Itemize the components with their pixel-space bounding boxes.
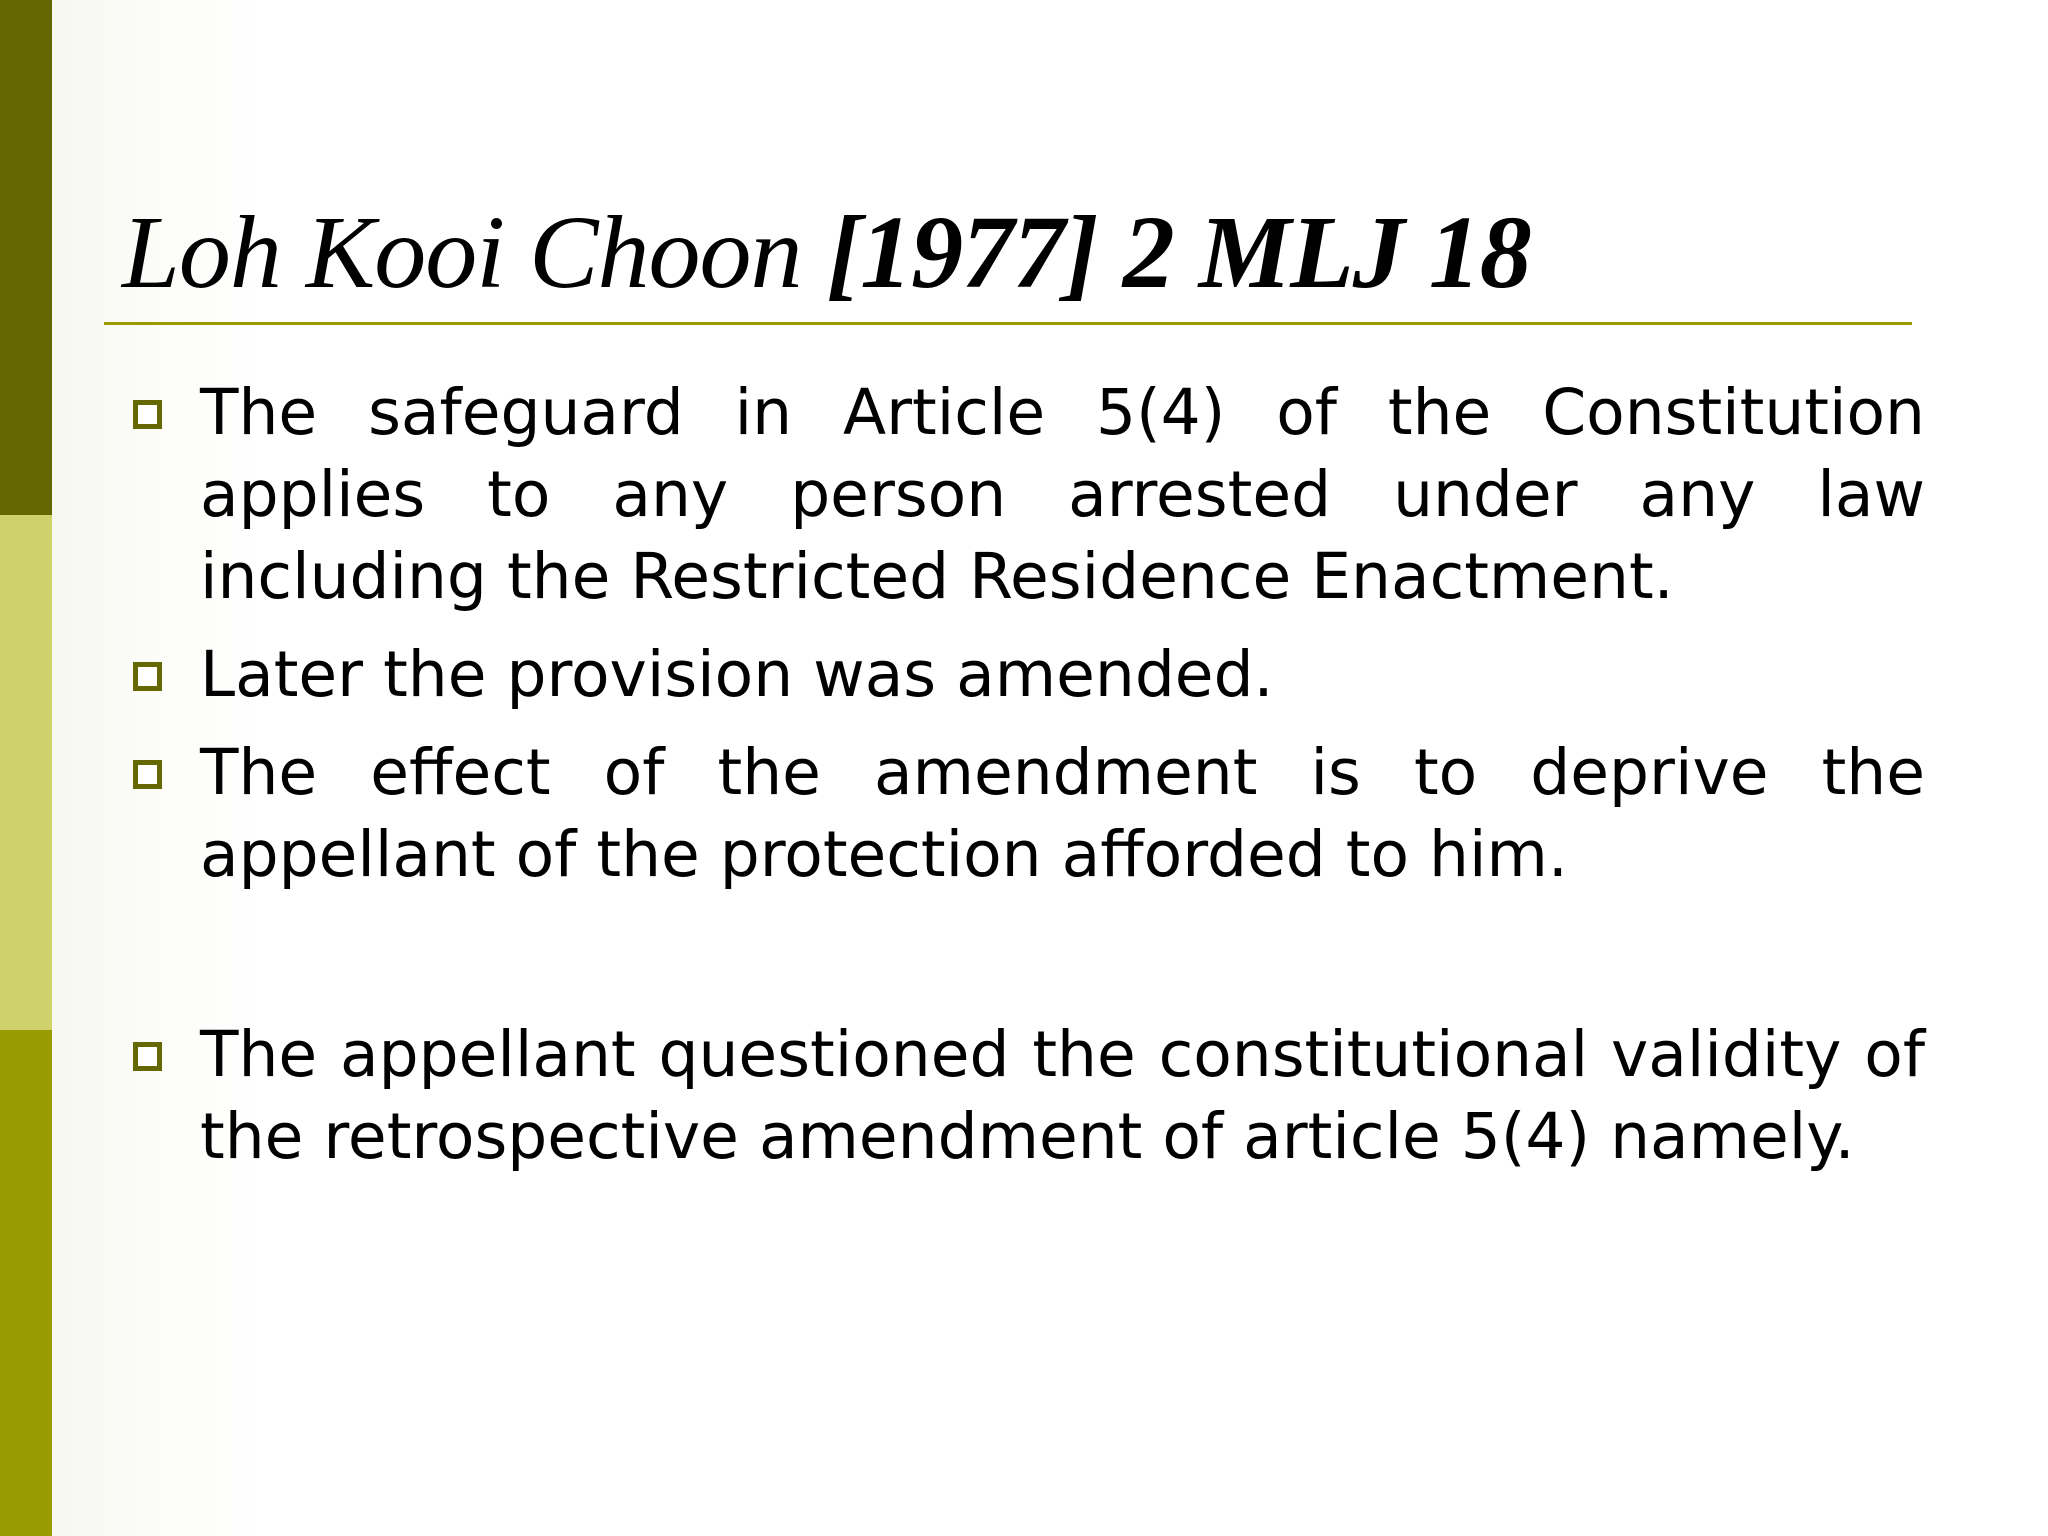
sidebar-segment-middle bbox=[0, 515, 52, 1030]
bullet-list bbox=[125, 372, 1925, 1178]
bullet-item bbox=[125, 732, 1925, 896]
bullet-text: Later the provision was amended. bbox=[200, 638, 1274, 711]
title-citation: [1977] 2 MLJ 18 bbox=[826, 195, 1531, 310]
bullet-item bbox=[125, 1014, 1925, 1178]
bullet-text: The safeguard in Article 5(4) of the Constitution applies to any person arrested under any law including the Restricted Residence Enactment. bbox=[200, 376, 1925, 613]
title-underline bbox=[104, 322, 1912, 325]
bullet-text: The effect of the amendment is to deprive the appellant of the protection afforded to him. bbox=[200, 736, 1925, 891]
hollow-square-bullet-icon bbox=[133, 662, 162, 691]
hollow-square-bullet-icon bbox=[133, 400, 162, 429]
sidebar-segment-top bbox=[0, 0, 52, 515]
hollow-square-bullet-icon bbox=[133, 760, 162, 789]
decorative-sidebar bbox=[0, 0, 52, 1536]
title-case-name: Loh Kooi Choon bbox=[122, 195, 802, 310]
bullet-item bbox=[125, 372, 1925, 618]
bullet-item bbox=[125, 634, 1925, 716]
hollow-square-bullet-icon bbox=[133, 1042, 162, 1071]
sidebar-segment-bottom bbox=[0, 1030, 52, 1536]
bullet-text: The appellant questioned the constitutional validity of the retrospective amendment of article 5(4) namely. bbox=[200, 1018, 1925, 1173]
slide-title bbox=[122, 188, 1922, 318]
